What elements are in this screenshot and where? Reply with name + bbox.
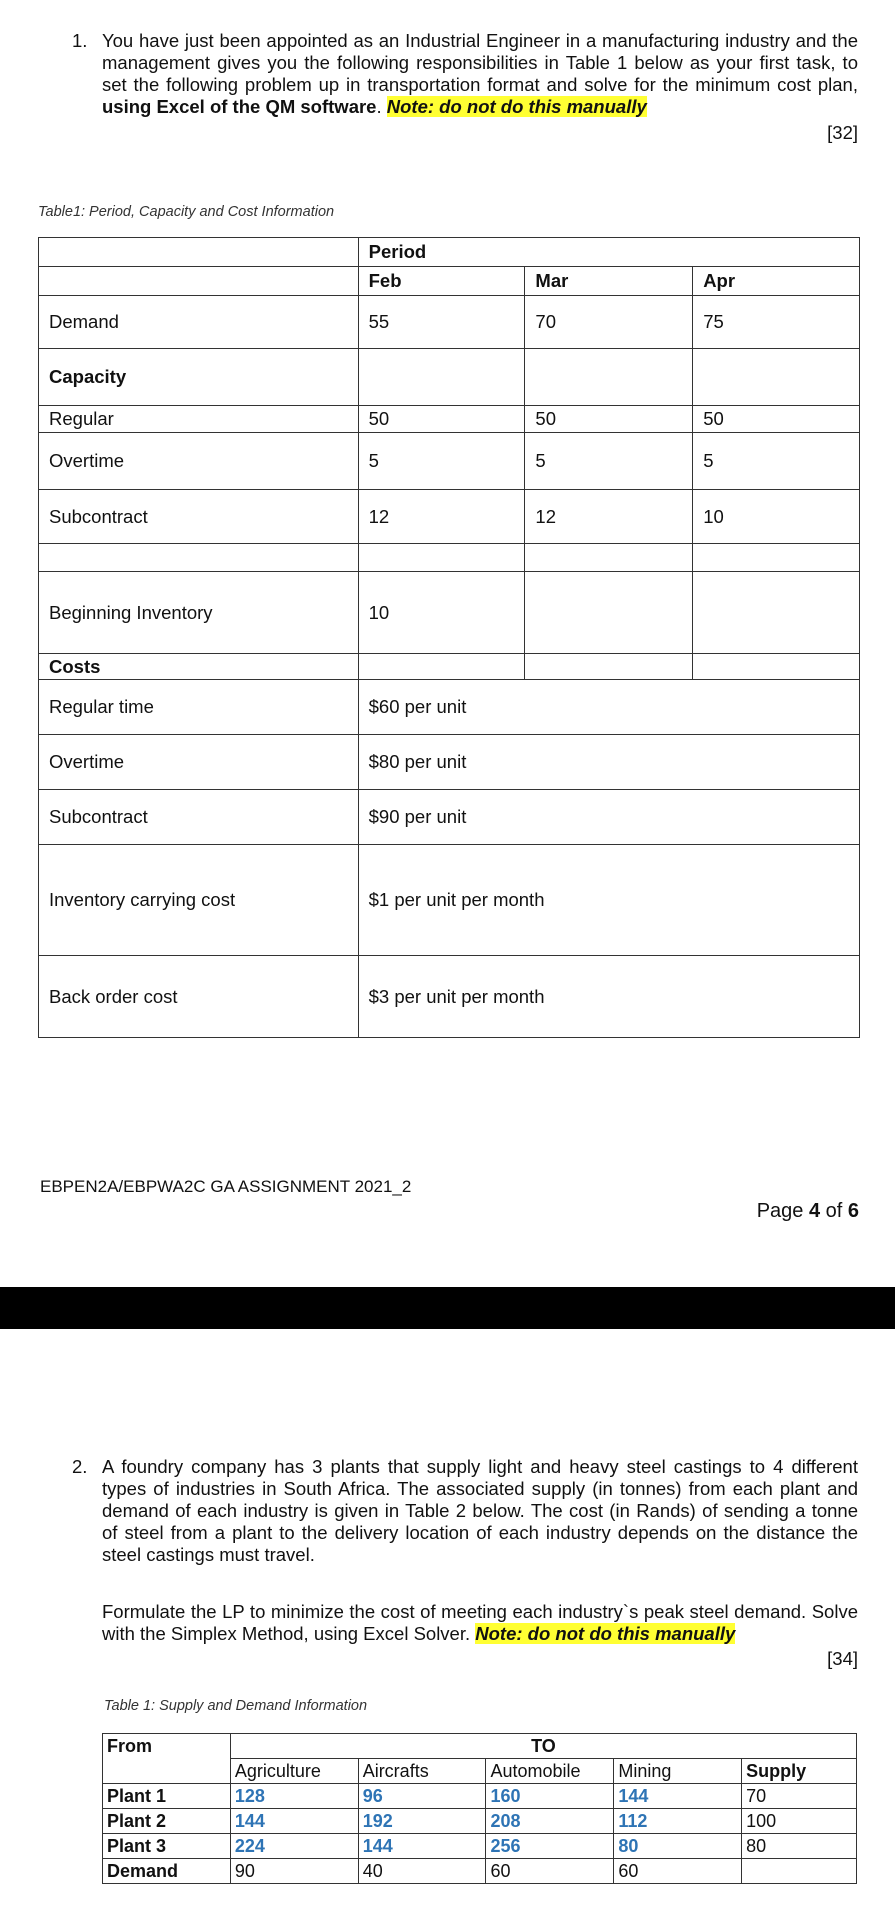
t1-beginning-inventory-label: Beginning Inventory bbox=[39, 572, 359, 654]
t1-cell bbox=[525, 654, 693, 680]
t1-cost-inventory-label: Inventory carrying cost bbox=[39, 845, 359, 956]
page-prefix: Page bbox=[756, 1200, 809, 1222]
t2-row-label: Plant 1 bbox=[103, 1784, 231, 1809]
t1-cell bbox=[693, 572, 860, 654]
t1-cost-backorder-value: $3 per unit per month bbox=[358, 956, 859, 1038]
t2-cost: 224 bbox=[230, 1834, 358, 1859]
t1-overtime-feb: 5 bbox=[358, 433, 525, 490]
question-2-body: Formulate the LP to minimize the cost of meeting each industry`s peak steel demand. Solve with the Simplex Method, using Excel Solver. bbox=[102, 1601, 858, 1644]
t1-cell bbox=[39, 544, 359, 572]
t1-demand-feb: 55 bbox=[358, 296, 525, 349]
t1-overtime-mar: 5 bbox=[525, 433, 693, 490]
t1-regular-mar: 50 bbox=[525, 406, 693, 433]
t1-cell bbox=[693, 654, 860, 680]
t1-cost-overtime-value: $80 per unit bbox=[358, 735, 859, 790]
t1-demand-apr: 75 bbox=[693, 296, 860, 349]
t1-cost-subcontract-label: Subcontract bbox=[39, 790, 359, 845]
t2-cost: 256 bbox=[486, 1834, 614, 1859]
t1-demand-label: Demand bbox=[39, 296, 359, 349]
t1-period-label: Period bbox=[358, 238, 859, 267]
t2-supply: 80 bbox=[742, 1834, 857, 1859]
question-1-note: Note: do not do this manually bbox=[386, 96, 647, 117]
t2-row-label: Plant 3 bbox=[103, 1834, 231, 1859]
t2-col-supply: Supply bbox=[742, 1759, 857, 1784]
table-2-caption: Table 1: Supply and Demand Information bbox=[104, 1698, 368, 1714]
question-1-period: . bbox=[376, 96, 387, 117]
table-1-caption: Table1: Period, Capacity and Cost Information bbox=[38, 204, 335, 220]
t2-row-label: Plant 2 bbox=[103, 1809, 231, 1834]
t1-month-mar: Mar bbox=[525, 267, 693, 296]
t1-month-feb: Feb bbox=[358, 267, 525, 296]
t1-cost-inventory-value: $1 per unit per month bbox=[358, 845, 859, 956]
t2-cost: 144 bbox=[358, 1834, 486, 1859]
table-1 bbox=[38, 237, 860, 1038]
table-2 bbox=[102, 1733, 857, 1884]
t2-demand: 60 bbox=[614, 1859, 742, 1884]
t2-cost: 144 bbox=[230, 1809, 358, 1834]
question-2-para-1: A foundry company has 3 plants that supply light and heavy steel castings to 4 different types of industries in South Africa. The associated supply (in tonnes) from each plant and demand of each industry is given in Table 2 below. The cost (in Rands) of sending a tonne of steel from a plant to the delivery location of each industry depends on the distance the steel castings must travel. bbox=[102, 1456, 858, 1565]
t1-regular-label: Regular bbox=[39, 406, 359, 433]
t2-cost: 128 bbox=[230, 1784, 358, 1809]
question-2-marks: [34] bbox=[827, 1648, 858, 1669]
t1-regular-apr: 50 bbox=[693, 406, 860, 433]
t1-subcontract-apr: 10 bbox=[693, 490, 860, 544]
page-total: 6 bbox=[847, 1200, 859, 1222]
t2-to-label: TO bbox=[230, 1734, 856, 1759]
page-of: of bbox=[820, 1200, 848, 1222]
t1-costs-label: Costs bbox=[39, 654, 359, 680]
t1-demand-mar: 70 bbox=[525, 296, 693, 349]
t1-cost-subcontract-value: $90 per unit bbox=[358, 790, 859, 845]
t1-header-blank-2 bbox=[39, 267, 359, 296]
t2-demand: 40 bbox=[358, 1859, 486, 1884]
t2-col-agriculture: Agriculture bbox=[230, 1759, 358, 1784]
t1-cost-regular-value: $60 per unit bbox=[358, 680, 859, 735]
t2-col-aircrafts: Aircrafts bbox=[358, 1759, 486, 1784]
question-1-marks: [32] bbox=[827, 122, 858, 143]
t2-demand-label: Demand bbox=[103, 1859, 231, 1884]
t2-cost: 192 bbox=[358, 1809, 486, 1834]
t2-supply: 100 bbox=[742, 1809, 857, 1834]
t1-cell bbox=[358, 349, 525, 406]
t1-cell bbox=[358, 544, 525, 572]
t1-cell bbox=[525, 349, 693, 406]
t1-subcontract-label: Subcontract bbox=[39, 490, 359, 544]
t1-cell bbox=[525, 544, 693, 572]
question-2-para-2 bbox=[102, 1601, 858, 1645]
page-separator bbox=[0, 1287, 895, 1329]
t2-from-label: From bbox=[103, 1734, 231, 1759]
t2-cost: 208 bbox=[486, 1809, 614, 1834]
question-1-method: using Excel of the QM software bbox=[102, 96, 377, 117]
t1-cell bbox=[693, 544, 860, 572]
t1-cost-overtime-label: Overtime bbox=[39, 735, 359, 790]
t1-header-blank bbox=[39, 238, 359, 267]
t1-beginning-inventory-value: 10 bbox=[358, 572, 525, 654]
t1-regular-feb: 50 bbox=[358, 406, 525, 433]
footer-course: EBPEN2A/EBPWA2C GA ASSIGNMENT 2021_2 bbox=[40, 1177, 412, 1196]
question-2-note: Note: do not do this manually bbox=[475, 1623, 736, 1644]
t1-cell bbox=[525, 572, 693, 654]
t1-subcontract-mar: 12 bbox=[525, 490, 693, 544]
t1-cost-backorder-label: Back order cost bbox=[39, 956, 359, 1038]
t1-cell bbox=[693, 349, 860, 406]
question-1-number: 1. bbox=[72, 30, 88, 51]
t2-cost: 96 bbox=[358, 1784, 486, 1809]
t1-cell bbox=[358, 654, 525, 680]
question-1-text bbox=[102, 30, 858, 118]
t1-overtime-apr: 5 bbox=[693, 433, 860, 490]
question-1-body: You have just been appointed as an Industrial Engineer in a manufacturing industry and the management gives you the following responsibilities in Table 1 below as your first task, to set the following problem up in transportation format and solve for the minimum cost plan, bbox=[102, 30, 858, 95]
question-2-number: 2. bbox=[72, 1456, 88, 1477]
t1-overtime-label: Overtime bbox=[39, 433, 359, 490]
page-current: 4 bbox=[808, 1200, 821, 1222]
t2-cost: 112 bbox=[614, 1809, 742, 1834]
t1-cost-regular-label: Regular time bbox=[39, 680, 359, 735]
t2-cost: 160 bbox=[486, 1784, 614, 1809]
t2-demand: 60 bbox=[486, 1859, 614, 1884]
t2-cell bbox=[742, 1859, 857, 1884]
t2-cell bbox=[103, 1759, 231, 1784]
t2-col-automobile: Automobile bbox=[486, 1759, 614, 1784]
t2-cost: 80 bbox=[614, 1834, 742, 1859]
t1-capacity-label: Capacity bbox=[39, 349, 359, 406]
page-number bbox=[757, 1200, 859, 1223]
t2-cost: 144 bbox=[614, 1784, 742, 1809]
t1-month-apr: Apr bbox=[693, 267, 860, 296]
t2-supply: 70 bbox=[742, 1784, 857, 1809]
t2-demand: 90 bbox=[230, 1859, 358, 1884]
t1-subcontract-feb: 12 bbox=[358, 490, 525, 544]
t2-col-mining: Mining bbox=[614, 1759, 742, 1784]
